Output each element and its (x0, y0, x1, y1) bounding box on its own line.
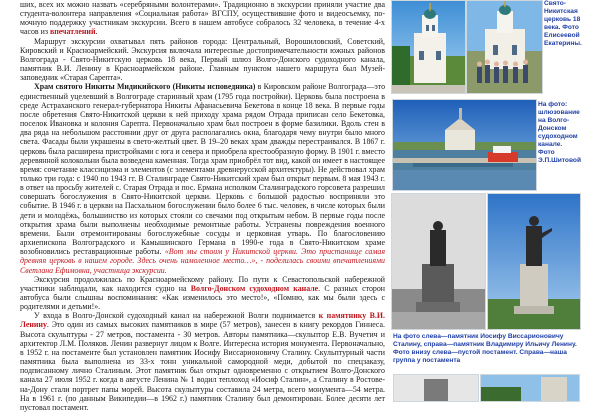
canal-image (393, 100, 536, 190)
paragraph-monument (20, 311, 385, 412)
participant-quote: «Вот мы стоим у Никитской церкви. Это пристанище самая древняя церковь в нашем городе. Здесь очень намоленное место…» (20, 247, 385, 266)
lenin-monument-photo (487, 193, 581, 330)
canal-memories: . С разных сторон автобуса были слышны воспоминания: «Как изменилось это место!», «Помню, как мы были здесь с родителями и детьми!». (20, 283, 386, 312)
canal-photo (392, 99, 537, 191)
monument-text: У входа в Волго-Донской судоходный канал на набережной Волги поднимается (34, 311, 319, 321)
paragraph-route: Маршрут экскурсии охватывал пять районов города: Центральный, Ворошиловский, Советский, Кировский и Красноармейский. Экскурсия включала интересные достопримечательности южных районов Волгограда - Свято-Никитскую церковь 18 века, Первый шлюз Волго-Донского судоходного канала, памятник В.И. Ленину в Красноармейском районе. Главным пунктом нашего маршрута был Музей-заповедник «Старая Сарепта». (20, 36, 385, 83)
church-group-image (467, 1, 542, 93)
intro-end: . (95, 27, 98, 37)
empty-pedestal-photo (393, 374, 479, 402)
highlight-impressions: впечатлений (49, 27, 96, 37)
canal-highlight: Волго-Донском судоходном канале (190, 283, 319, 293)
lenin-monument-image (488, 194, 580, 329)
canal-text: Экскурсия продолжилась по Красноармейскому району. По пути к Севастопольской набережной участники наблюдали, как находится судно на (20, 274, 385, 293)
group-pedestal-image (481, 375, 579, 401)
stalin-monument-photo (391, 193, 486, 330)
church-history: в Кировском районе Волгограда—это единственный уцелевший в Волгограде старинный храм (1795 года постройки). Церковь была построена в среде Астраханского генерал-губернатора Никиты Афанасьевича Бекетова в конце 18 века. В первые годы после обретения Свято-Никитской церкви к ней приходу храма рядом Отрада приписан село Бекетовка, поселок Ивановка и колония Сарепта. Первоначально храм был построен в форме базилики. Вдоль стен в два ряда на небольшом расстоянии друг от друга располагались окна, благодаря чему внутри было много света. Фасады были украшены в свето-желтый цвет. В 19–20 веках храм дважды перестраивался. В 1867 г. церковь была расширена пристройками с юга и севера и приобрела крестообразную форму. В 1901 г. вместо деревянной колокольни была возведена каменная. Тогда храм приобрёл тот вид, какой он имеет в настоящее время: сочетание классицизма и элементов (с элементами древнерусской архитектуры). Не действовал храм только три года: с 1940 по 1943 гг. В Сталинграде Свято-Никитский храм был открыт первым. 8 мая 1943 г. в ответ на просьбу жителей с. Старая Отрада и пос. Ермана исполком Сталинградского горсовета разрешил совершать богослужения в Свято-Никитской церкви. Церковь с большой радостью восприняли это событие. В 1946 г. в церкви на Пасхальном богослужении было более 6 тыс. человек, в числе которых были дети и молодёжь, большинство из которых стояли со свечами под открытым небом. В первые годы после открытия храма были выполнены необходимые ремонтные работы. Устранены повреждения военного времени. Были отремонтированы богослужебные сосуды и церковная утварь. По благословению архиепископа Волгоградского и Камышинского Германа в 1990-е года в Свято-Никитском храме возобновились реставрационные работы. (20, 82, 386, 257)
group-at-pedestal-photo (480, 374, 580, 402)
church-heading: Храм святого Никиты Мидикийского (Никиты исповедника) (34, 82, 256, 92)
paragraph-canal (20, 275, 385, 312)
caption-canal: На фото: шлюзование на Волго-Донском судоходном канале. Фото Э.П.Шитовой (538, 101, 581, 164)
quote-attribution: , - поделилась своими впечатлениями Светлана Ефимовна, участница экскурсии. (20, 256, 386, 275)
monument-highlight: к памятнику В.И. Ленину (20, 311, 385, 330)
pedestal-image (394, 375, 478, 401)
caption-church: Свято-Никитская церковь 18 века. Фото Елисеевой Екатерины. (544, 0, 584, 48)
church-photo-2 (466, 0, 543, 94)
paragraph-church (20, 82, 385, 274)
article-text (20, 0, 386, 412)
stalin-monument-image (392, 194, 485, 329)
church-image (392, 1, 465, 93)
church-photo-1 (391, 0, 466, 94)
caption-monuments: На фото слева—памятник Иосифу Виссарионовичу Сталину, справа—памятник Владимиру Ильичу Ленину. Фото внизу слева—пустой постамент. Справа—наша группа у постамента (393, 333, 577, 364)
intro-text: ших, всех их можно назвать «серебряными волонтерами». Традиционно в экскурсии приняли участие два студента-волонтера направления «Социальная работа» ВГСПУ, осуществившие фото и видеосъемку, по-мочную поддержку участникам экскурсии. Всего в нашем автобусе собралось 32 человека, в течение 4-х часов из (20, 0, 385, 37)
paragraph-intro (20, 0, 385, 37)
monument-history: . Это один из самых высоких памятников в мире (57 метров), занесен в книгу рекордов Гиннеса. Высота скульптуры - 27 метров, постамента - 30 метров. Авторы памятника—скульптор Е.В. Вучетич и архитектор Л.М. Поляков. Ленин развернут лицом к Волге. Интересна история монумента. Первоначально, в 1952 г. на постаменте был установлен памятник Иосифу Виссарионовичу Сталину. Скульптурный части памятника была выполнена из 33-х тонн уникальной самородной меди, добытой по спецзаказу, подписанному лично Сталиным. Этот памятник был открыт одновременно с открытием Волго-Донского канала 27 июля 1952 г. когда в августе Ленина № 1 водил теплоход «Иосиф Сталин», а Сталину в Ростове-на-Дону стали портрет папы морей. Высота скульптуры составила 24 метра, всего монумента—54 метра. На в 1961 г. (по данным Википедии—в 1962 г.) памятник Сталину был демонтирован. Более десяти лет пустовал постамент. (20, 320, 385, 412)
